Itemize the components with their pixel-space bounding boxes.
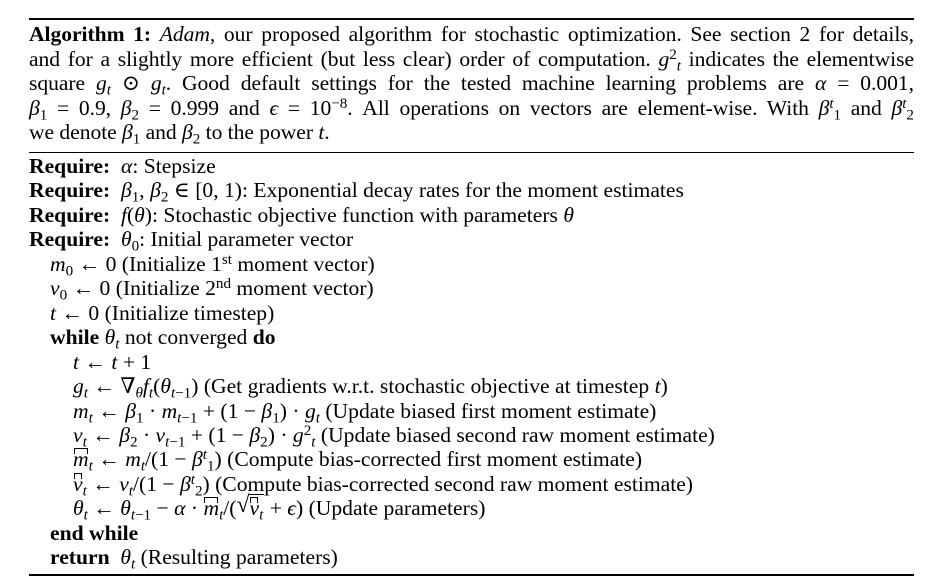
caption-line-2: and for a slightly more efficient (but less clear) order of computation. $g^2_t$ indicates the elementwise bbox=[29, 46, 914, 75]
end-while: end while bbox=[50, 520, 139, 545]
require-stepsize: Require: α: Stepsize bbox=[29, 153, 216, 178]
loop-step-second-moment: $v_t$ ← $\beta_2 \cdot v_{t-1} + (1 - \beta_2) \cdot g^2_t$ (Update biased second raw moment estimate) bbox=[73, 422, 715, 451]
loop-step-increment: t ← t + 1 bbox=[73, 349, 152, 374]
caption-line-4: $\beta_1 = 0.9$, $\beta_2 = 0.999$ and $\epsilon = 10^{-8}$. All operations on vectors are element-wise. With $\beta^t_1$ and $\beta^t_2$ bbox=[29, 95, 914, 124]
algorithm-caption bbox=[29, 20, 914, 148]
loop-step-update-params: $\theta_t$ ← $\theta_{t-1} - \alpha \cdot m_t/$( √ $v_t + \epsilon$) (Update parameters) bbox=[73, 492, 486, 524]
algorithm-name: Adam bbox=[159, 22, 210, 46]
require-initial-params: Require: $\theta_0$: Initial parameter vector bbox=[29, 227, 354, 255]
loop-step-bias-correct-m: $m_t$ ← $m_t/(1 - \beta^t_1)$ (Compute bias-corrected first moment estimate) bbox=[73, 447, 643, 475]
require-decay-rates: Require: $\beta_1$, $\beta_2$ ∈ [0, 1): Exponential decay rates for the moment estimates bbox=[29, 178, 684, 206]
require-objective: Require: f(θ): Stochastic objective function with parameters θ bbox=[29, 202, 574, 227]
algorithm-label: Algorithm 1: bbox=[29, 22, 152, 46]
while-header: while $\theta_t$ not converged do bbox=[50, 325, 276, 353]
loop-step-first-moment: $m_t$ ← $\beta_1 \cdot m_{t-1} + (1 - \beta_1) \cdot g_t$ (Update biased first moment estimate) bbox=[73, 398, 657, 427]
caption-line-5: we denote $\beta_1$ and $\beta_2$ to the power t. bbox=[29, 120, 330, 148]
loop-step-gradient: $g_t$ ← $\nabla_\theta f_t(\theta_{t-1})$ (Get gradients w.r.t. stochastic objective at timestep t) bbox=[73, 374, 668, 402]
caption-line-3: square $g_t$ ⊙ $g_t$. Good default settings for the tested machine learning problems are α = 0.001, bbox=[29, 71, 914, 99]
loop-step-bias-correct-v: $v_t$ ← $v_t/(1 - \beta^t_2)$ (Compute bias-corrected second raw moment estimate) bbox=[73, 471, 693, 500]
init-t: t ← 0 (Initialize timestep) bbox=[50, 300, 275, 325]
init-m0: $m_0$ ← 0 (Initialize 1st moment vector) bbox=[50, 251, 375, 280]
algorithm-body bbox=[29, 153, 914, 572]
return-line: return $\theta_t$ (Resulting parameters) bbox=[50, 545, 338, 573]
caption-line-1: Algorithm 1: Adam, our proposed algorithm for stochastic optimization. See section 2 for details, bbox=[29, 22, 914, 46]
algorithm-box bbox=[29, 18, 914, 576]
init-v0: $v_0$ ← 0 (Initialize 2nd moment vector) bbox=[50, 276, 374, 304]
